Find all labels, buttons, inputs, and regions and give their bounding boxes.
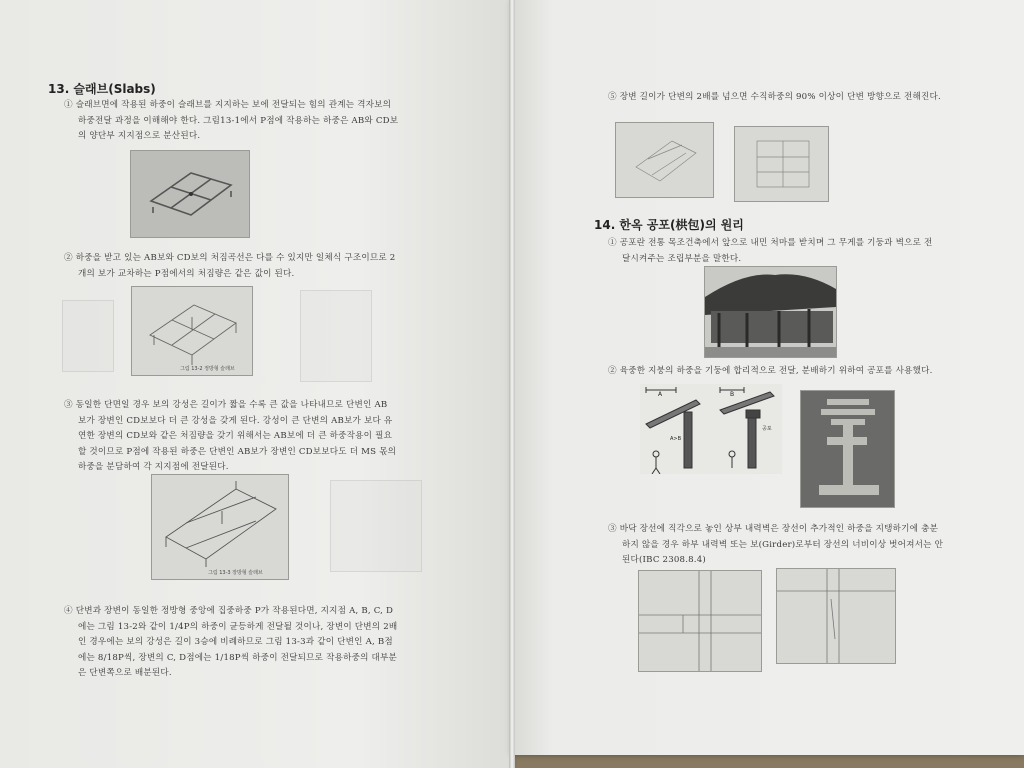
photo-hanok-building: [704, 266, 837, 358]
text-line: 의 양단부 지지점으로 분산된다.: [78, 131, 201, 141]
label-a: A: [658, 391, 663, 398]
text-line: ③ 바닥 장선에 직각으로 놓인 상부 내력벽은 장선이 추가적인 하중을 지탱하기에 충분: [608, 524, 939, 534]
label-gongpo: 공포: [762, 426, 772, 432]
paragraph-2: [64, 251, 395, 282]
text-line: 할 것이므로 P점에 작용된 하중은 단변인 AB보가 장변인 CD보보다도 더 MS 몫의: [78, 446, 397, 457]
figure-caption: 그림 13-2 정방형 슬래브: [180, 366, 235, 372]
paragraph-8: [608, 522, 943, 569]
text-line: 된다(IBC 2308.8.4): [622, 555, 706, 565]
photo-bracket-model: [800, 390, 895, 508]
figure-grid-beam: [130, 150, 250, 238]
figure-rect-slab: [151, 474, 289, 580]
text-line: 보가 장변인 CD보보다 더 큰 강성을 갖게 된다. 강성이 큰 단변의 AB보가 보다 유: [78, 415, 393, 426]
wall-detail-2-drawing: [777, 569, 895, 663]
photo-wall-detail-1: [638, 570, 762, 672]
wall-detail-1-drawing: [639, 571, 761, 671]
right-page: [512, 0, 1024, 755]
text-line: ③ 동일한 단면일 경우 보의 강성은 길이가 짧을 수록 큰 값을 나타내므로 단변인 AB: [64, 400, 388, 410]
paragraph-7: [608, 364, 933, 380]
photo-sketch-2: [734, 126, 829, 202]
paragraph-5: [608, 90, 941, 106]
section-title-gongpo: 14. 한옥 공포(栱包)의 원리: [594, 218, 744, 232]
figure-caption: 그림 13-3 장방형 슬래브: [208, 570, 263, 576]
text-line: 하중을 분담하여 각 지지점에 전달된다.: [78, 462, 229, 472]
label-b: B: [730, 391, 735, 398]
sketch-2-drawing: [735, 127, 828, 201]
photo-sketch-1: [615, 122, 714, 198]
paragraph-4: [64, 604, 397, 682]
text-line: 연한 장변의 CD보와 같은 처짐량을 갖기 위해서는 AB보에 더 큰 하중작용이 필요: [78, 431, 393, 441]
show-through-mark: [300, 290, 372, 382]
photo-wall-detail-2: [776, 568, 896, 664]
text-line: ⑤ 장변 길이가 단변의 2배를 넘으면 수직하중의 90% 이상이 단변 방향으로 전해진다.: [608, 92, 941, 102]
book-spine: [509, 0, 515, 768]
text-line: 은 단변쪽으로 배분된다.: [78, 668, 172, 678]
paragraph-3: [64, 398, 396, 476]
text-line: 하지 않을 경우 하부 내력벽 또는 보(Girder)로부터 장선의 너비이상 벗어져서는 안: [622, 539, 944, 550]
label-a-greater-b: A>B: [670, 436, 682, 442]
sketch-1-drawing: [616, 123, 713, 197]
square-slab-drawing: [132, 287, 252, 375]
grid-beam-drawing: [131, 151, 249, 237]
paragraph-6: [608, 236, 933, 267]
text-line: 인 경우에는 보의 강성은 길이 3승에 비례하므로 그림 13-3과 같이 단변인 A, B점: [78, 637, 393, 647]
figure-bracket-diagram: [640, 384, 782, 474]
text-line: 개의 보가 교차하는 P점에서의 처짐량은 같은 값이 된다.: [78, 268, 295, 279]
text-line: ① 공포란 전통 목조건축에서 앞으로 내민 처마를 받치며 그 무게를 기둥과 벽으로 전: [608, 238, 933, 248]
figure-square-slab: [131, 286, 253, 376]
show-through-mark: [62, 300, 114, 372]
bracket-diagram-drawing: [640, 384, 782, 474]
text-line: ② 육중한 지붕의 하중을 기둥에 합리적으로 전달, 분배하기 위하여 공포를 사용했다.: [608, 366, 933, 376]
text-line: ② 하중을 받고 있는 AB보와 CD보의 처짐곡선은 다를 수 있지만 일체식 구조이므로 2: [64, 253, 396, 263]
paragraph-1: [64, 98, 398, 145]
bracket-model-drawing: [801, 391, 894, 507]
text-line: ④ 단변과 장변이 동일한 정방형 중앙에 집중하중 P가 작용된다면, 지지점 A, B, C, D: [64, 606, 394, 616]
hanok-building-drawing: [705, 267, 836, 357]
text-line: ① 슬래브면에 작용된 하중이 슬래브를 지지하는 보에 전달되는 힘의 관계는 격자보의: [64, 100, 392, 110]
rect-slab-drawing: [152, 475, 288, 579]
text-line: 에는 8/18P씩, 장변의 C, D점에는 1/18P씩 하중이 전달되므로 작용하중의 대부분: [78, 652, 398, 663]
show-through-mark: [330, 480, 422, 572]
text-line: 하중전달 과정을 이해해야 한다. 그림13-1에서 P점에 작용하는 하중은 AB와 CD보: [78, 115, 399, 126]
text-line: 달시켜주는 조립부분을 말한다.: [622, 253, 742, 264]
text-line: 에는 그림 13-2와 같이 1/4P의 하중이 균등하게 전달될 것이나, 장변이 단변의 2배: [78, 621, 398, 632]
section-title-slabs: 13. 슬래브(Slabs): [48, 82, 156, 96]
